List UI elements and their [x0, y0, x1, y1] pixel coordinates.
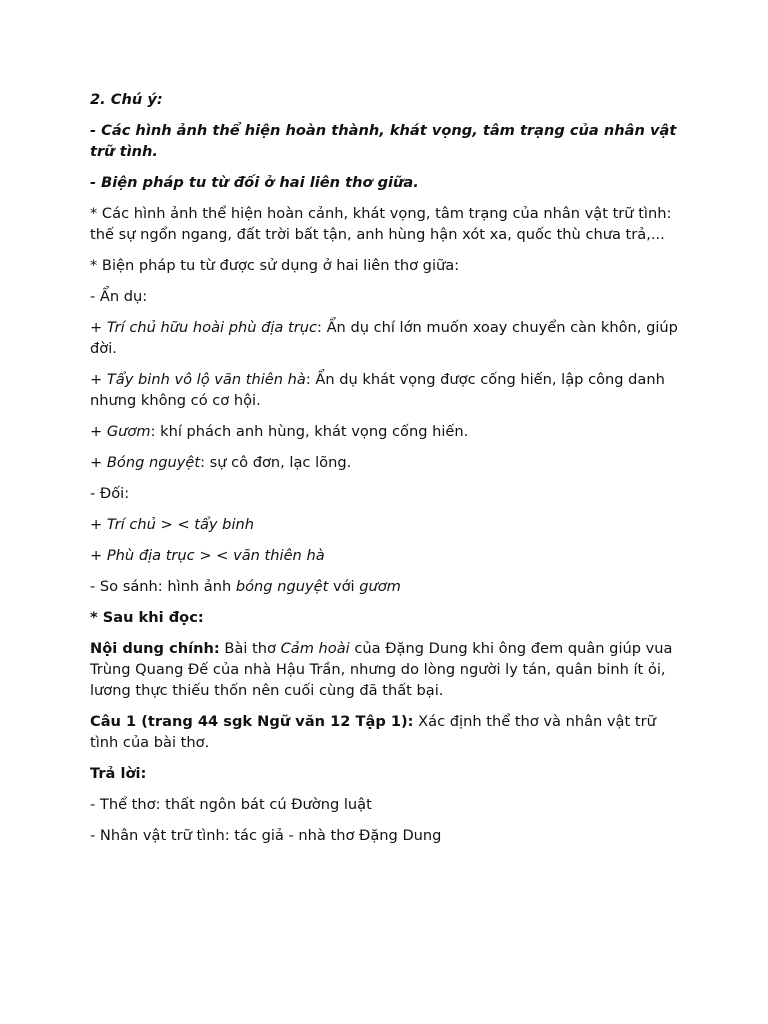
verse-term: Trí chủ hữu hoài phù địa trục: [106, 319, 318, 336]
metaphor-label: - Ẩn dụ:: [90, 288, 148, 305]
antithesis-label: - Đối:: [90, 485, 130, 502]
note-item-techniques: - Biện pháp tu từ đối ở hai liên thơ giữa.: [90, 174, 419, 191]
metaphor-item: + Bóng nguyệt: sự cô đơn, lạc lõng.: [90, 454, 352, 471]
answer-line: - Thể thơ: thất ngôn bát cú Đường luật: [90, 796, 372, 813]
main-content-label: Nội dung chính:: [90, 640, 220, 657]
poem-title: Cảm hoài: [280, 640, 350, 657]
comparison-line: - So sánh: hình ảnh bóng nguyệt với gươm: [90, 578, 401, 595]
question-1: Câu 1 (trang 44 sgk Ngữ văn 12 Tập 1): Xác định thể thơ và nhân vật trữ tình của bài thơ.: [90, 713, 656, 751]
metaphor-item: + Gươm: khí phách anh hùng, khát vọng cống hiến.: [90, 423, 469, 440]
note-item-images: - Các hình ảnh thể hiện hoàn thành, khát vọng, tâm trạng của nhân vật trữ tình.: [90, 122, 677, 160]
document-page: [90, 89, 682, 856]
answer-heading: Trả lời:: [90, 765, 147, 782]
antithesis-item: + Phù địa trục > < vãn thiên hà: [90, 547, 325, 564]
techniques-paragraph: * Biện pháp tu từ được sử dụng ở hai liên thơ giữa:: [90, 257, 460, 274]
answer-line: - Nhân vật trữ tình: tác giả - nhà thơ Đặng Dung: [90, 827, 442, 844]
verse-term: Gươm: [106, 423, 151, 440]
images-paragraph: * Các hình ảnh thể hiện hoàn cảnh, khát vọng, tâm trạng của nhân vật trữ tình: thế sự ngổn ngang, đất trời bất tận, anh hùng hận xót xa, quốc thù chưa trả,...: [90, 205, 672, 243]
verse-term: Bóng nguyệt: [106, 454, 201, 471]
metaphor-item: + Tẩy binh vô lộ vãn thiên hà: Ẩn dụ khát vọng được cống hiến, lập công danh nhưng không có cơ hội.: [90, 371, 665, 409]
metaphor-item: + Trí chủ hữu hoài phù địa trục: Ẩn dụ chí lớn muốn xoay chuyển càn khôn, giúp đời.: [90, 319, 678, 357]
antithesis-item: + Trí chủ > < tẩy binh: [90, 516, 255, 533]
main-content-paragraph: Nội dung chính: Bài thơ Cảm hoài của Đặng Dung khi ông đem quân giúp vua Trùng Quang Đế của nhà Hậu Trần, nhưng do lòng người ly tán, quân binh ít ỏi, lương thực thiếu thốn nên cuối cùng đã thất bại.: [90, 640, 673, 699]
question-label: Câu 1 (trang 44 sgk Ngữ văn 12 Tập 1):: [90, 713, 414, 730]
note-heading: 2. Chú ý:: [90, 91, 163, 108]
after-reading-heading: * Sau khi đọc:: [90, 609, 204, 626]
verse-term: Tẩy binh vô lộ vãn thiên hà: [106, 371, 306, 388]
